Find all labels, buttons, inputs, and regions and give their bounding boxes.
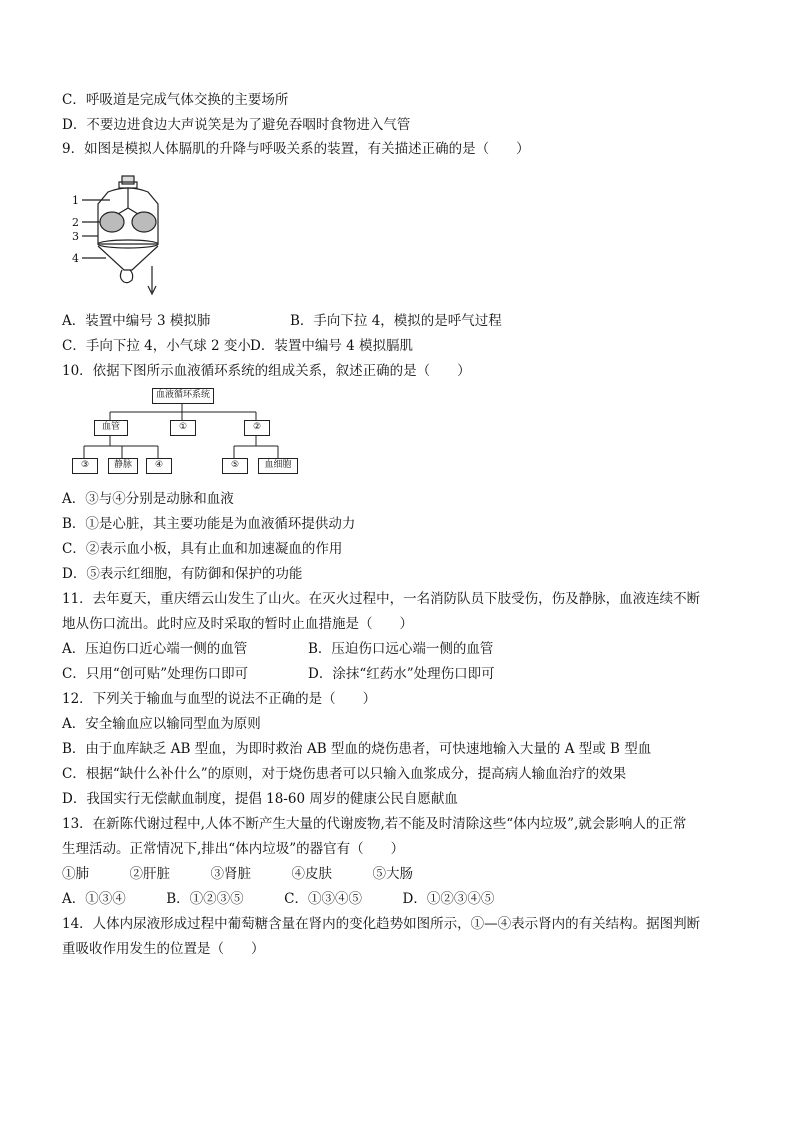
node-blood-cell: 血细胞: [258, 458, 298, 474]
fig9-label-2: 2: [72, 216, 79, 229]
node-root: 血液循环系统: [152, 388, 214, 404]
question-12: 12．下列关于输血与血型的说法不正确的是（ ）: [62, 691, 377, 707]
option-11b: B．压迫伤口远心端一侧的血管: [308, 641, 494, 657]
option-10c: C．②表示血小板，具有止血和加速凝血的作用: [62, 541, 343, 557]
option-9c: C．手向下拉 4，小气球 2 变小: [62, 338, 251, 354]
node-vein: 静脉: [108, 458, 138, 474]
question-9: 9．如图是模拟人体膈肌的升降与呼吸关系的装置，有关描述正确的是（ ）: [62, 141, 530, 157]
question-13-options: A．①③④ B．①②③⑤ C．①③④⑤ D．①②③④⑤: [62, 891, 495, 907]
option-9a: A．装置中编号 3 模拟肺: [62, 313, 211, 329]
option-10b: B．①是心脏，其主要功能是为血液循环提供动力: [62, 516, 356, 532]
node-4: ④: [146, 458, 172, 474]
option-12d: D．我国实行无偿献血制度，提倡 18-60 周岁的健康公民自愿献血: [62, 791, 458, 807]
node-blood-vessel: 血管: [94, 420, 128, 436]
option-10a: A．③与④分别是动脉和血液: [62, 491, 234, 507]
question-13-line2: 生理活动。正常情况下,排出“体内垃圾”的器官有（ ）: [62, 841, 405, 857]
line-l1: C．呼吸道是完成气体交换的主要场所: [62, 92, 289, 108]
question-13-items: ①肺 ②肝脏 ③肾脏 ④皮肤 ⑤大肠: [62, 866, 413, 882]
question-13-line1: 13．在新陈代谢过程中,人体不断产生大量的代谢废物,若不能及时清除这些“体内垃圾”,就会影响人的正常: [62, 816, 687, 832]
node-3: ③: [72, 458, 98, 474]
question-14-line2: 重吸收作用发生的位置是（ ）: [62, 941, 265, 957]
fig9-label-4: 4: [72, 252, 79, 265]
question-10: 10．依据下图所示血液循环系统的组成关系，叙述正确的是（ ）: [62, 363, 471, 379]
fig9-label-1: 1: [72, 194, 79, 207]
option-12c: C．根据“缺什么补什么”的原则，对于烧伤患者可以只输入血浆成分，提高病人输血治疗的效果: [62, 766, 627, 782]
node-1: ①: [170, 420, 196, 436]
question-11-line2: 地从伤口流出。此时应及时采取的暂时止血措施是（ ）: [62, 616, 413, 632]
option-12a: A．安全输血应以输同型血为原则: [62, 716, 261, 732]
option-12b: B．由于血库缺乏 AB 型血，为即时救治 AB 型血的烧伤患者，可快速地输入大量的 A 型或 B 型血: [62, 741, 652, 757]
option-10d: D．⑤表示红细胞，有防御和保护的功能: [62, 566, 303, 582]
option-11a: A．压迫伤口近心端一侧的血管: [62, 641, 248, 657]
node-5: ⑤: [222, 458, 248, 474]
fig9-label-3: 3: [72, 230, 79, 243]
blood-system-diagram: [70, 386, 300, 476]
question-11-line1: 11．去年夏天，重庆缙云山发生了山火。在灭火过程中，一名消防队员下肢受伤，伤及静脉，血液连续不断: [62, 591, 701, 607]
line-l2: D．不要边进食边大声说笑是为了避免吞咽时食物进入气管: [62, 117, 411, 133]
node-2: ②: [244, 420, 270, 436]
option-9d: D．装置中编号 4 模拟膈肌: [250, 338, 413, 354]
option-11d: D．涂抹“红药水”处理伤口即可: [308, 666, 495, 682]
option-9b: B．手向下拉 4，模拟的是呼气过程: [290, 313, 502, 329]
question-14-line1: 14．人体内尿液形成过程中葡萄糖含量在肾内的变化趋势如图所示，①—④表示肾内的有关结构。据图判断: [62, 916, 701, 932]
bell-jar-figure: [66, 170, 176, 302]
option-11c: C．只用“创可贴”处理伤口即可: [62, 666, 249, 682]
